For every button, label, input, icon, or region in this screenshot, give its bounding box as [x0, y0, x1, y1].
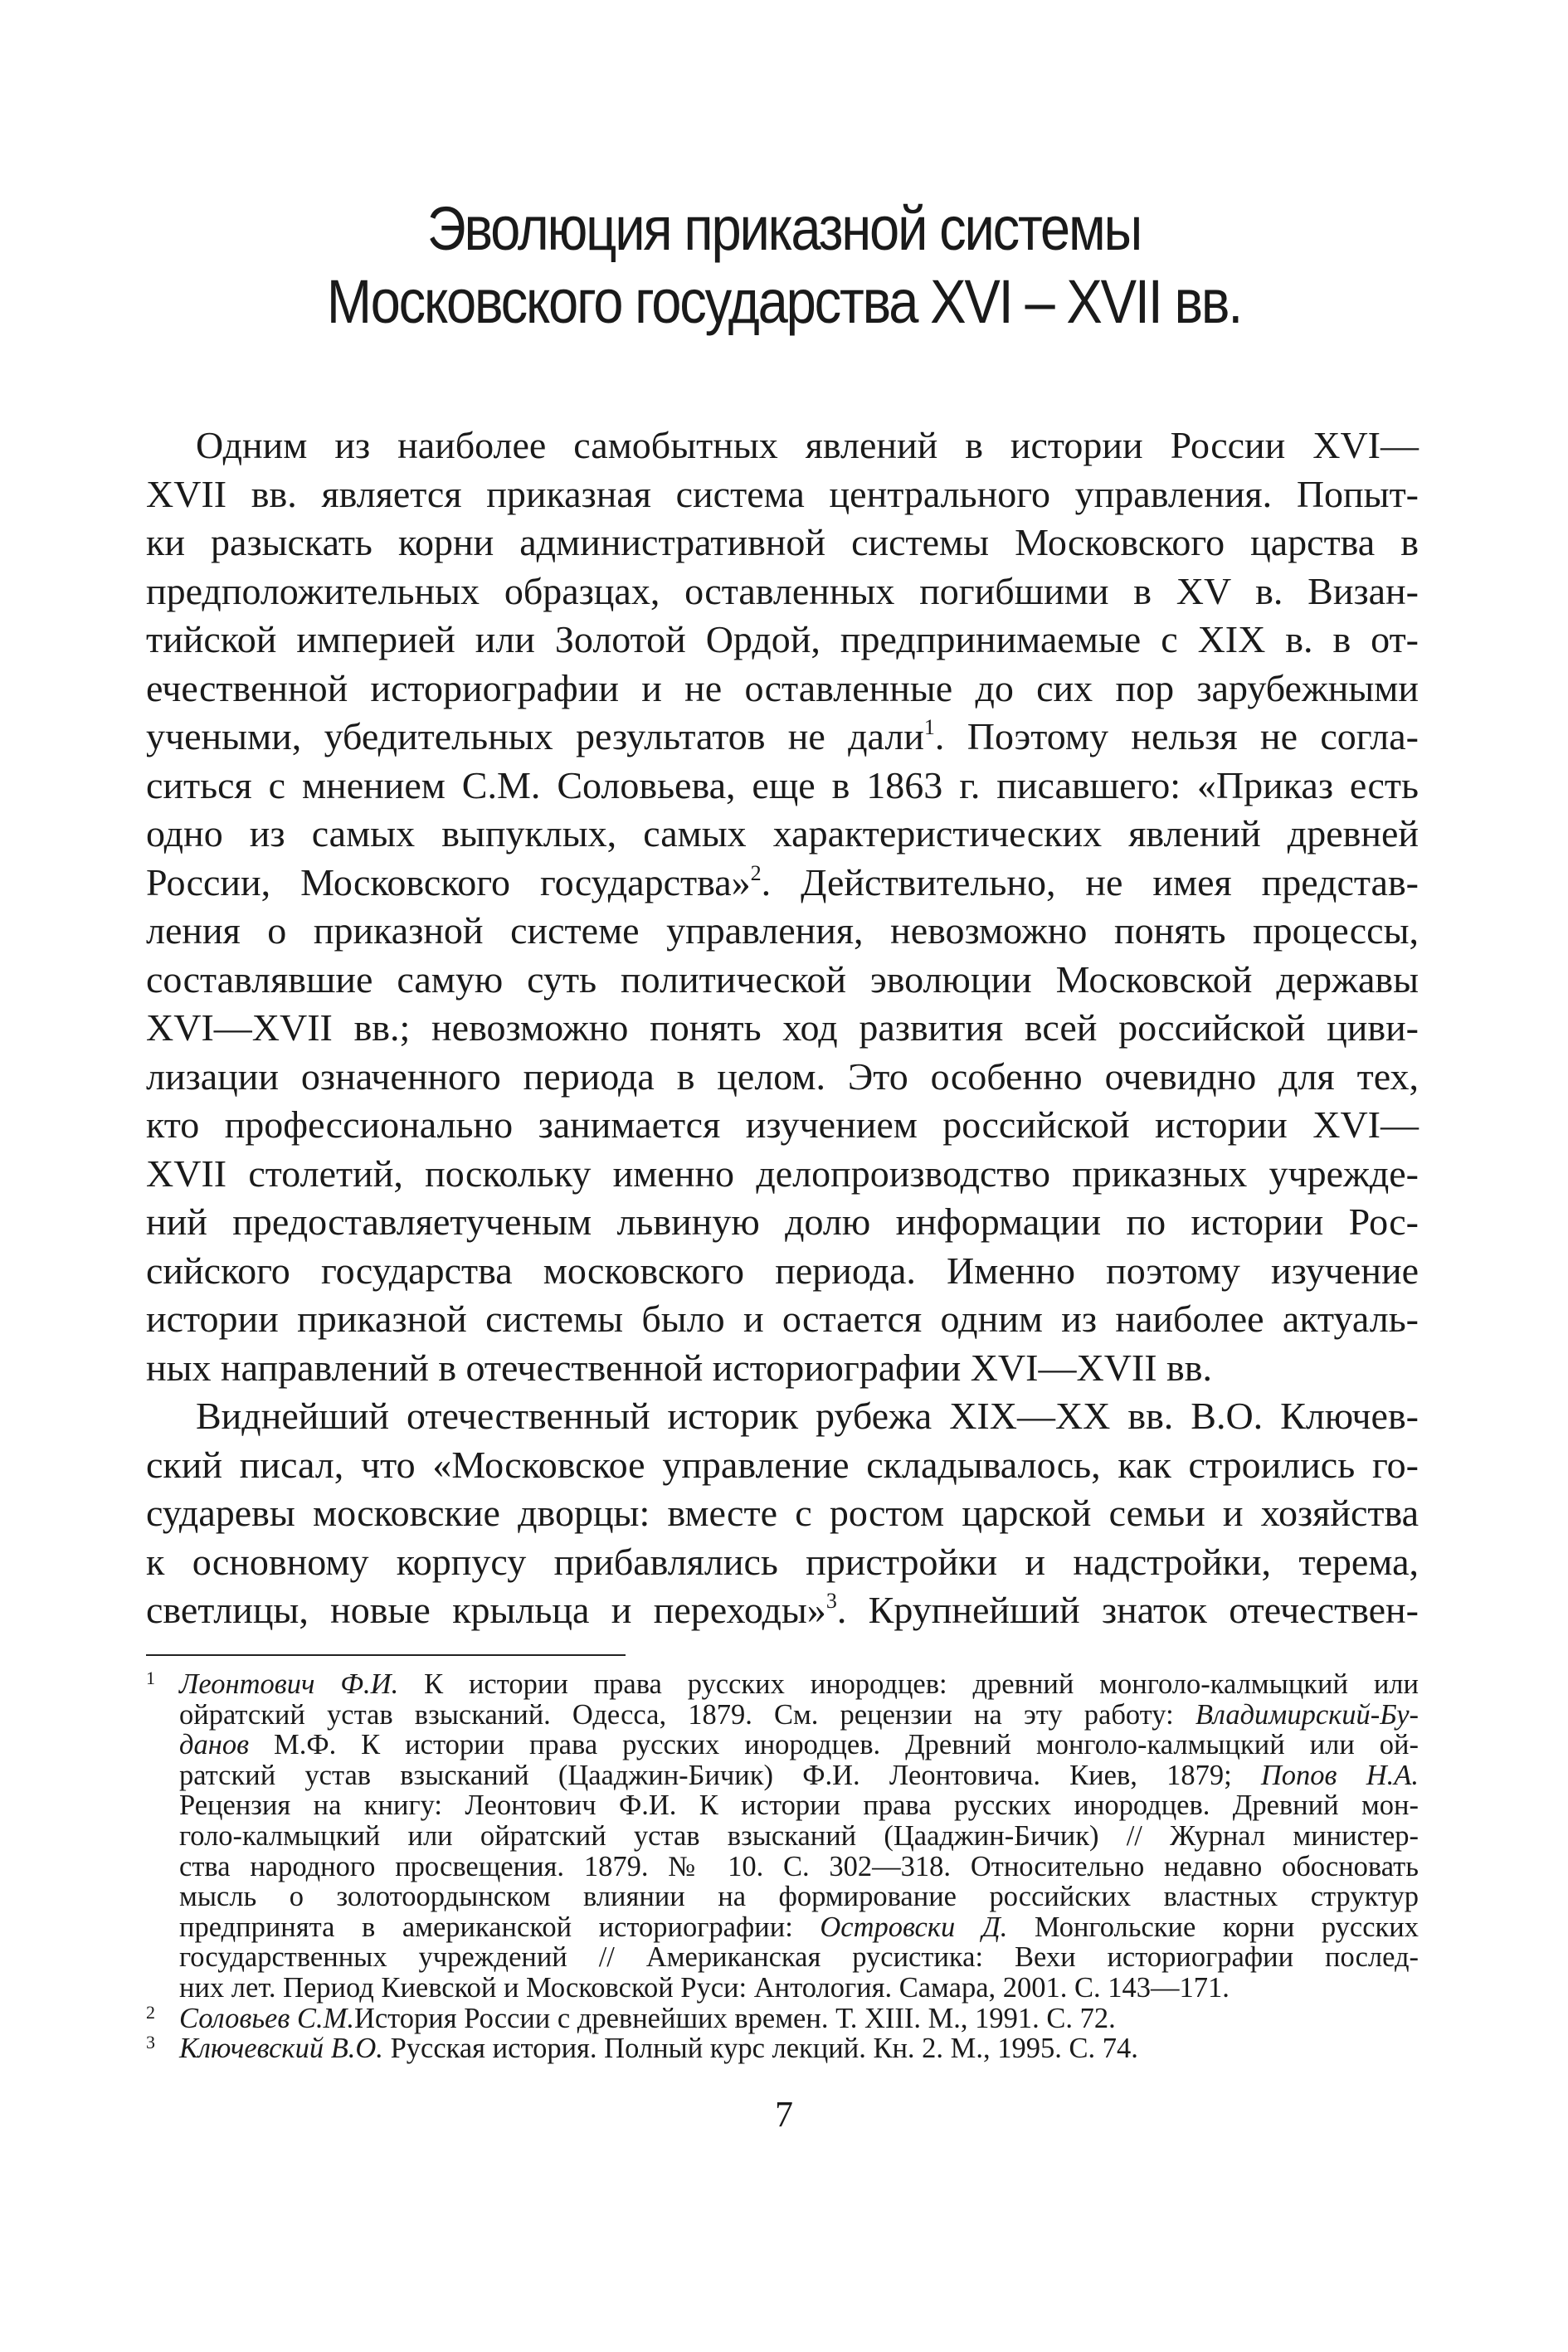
- footnote-1-line: [146, 1669, 1419, 1700]
- text-segment: . Действительно, не имея представ-: [761, 860, 1419, 903]
- footnote-3-line: [146, 2033, 1419, 2064]
- text-line: составлявшие самую суть политической эволюции Московской державы: [146, 957, 1419, 1001]
- footnote-ref-2: 2: [750, 860, 762, 885]
- text-line: истории приказной системы было и остается одним из наиболее актуаль-: [146, 1298, 1419, 1340]
- footnote-text: К истории права русских инородцев: древний монголо-калмыцкий или: [398, 1668, 1419, 1700]
- footnote-1-line: Рецензия на книгу: Леонтович Ф.И. К истории права русских инородцев. Древний мон-: [179, 1790, 1419, 1822]
- text-line: XVII вв. является приказная система центрального управления. Попыт-: [146, 472, 1419, 515]
- text-line: предположительных образцах, оставленных погибшими в XV в. Визан-: [146, 569, 1419, 612]
- chapter-title-line-1: Эволюция приказной системы: [426, 194, 1142, 263]
- footnote-text: ратский устав взысканий (Цааджин-Бичик) Ф.И. Леонтовича. Киев, 1879;: [179, 1759, 1261, 1791]
- footnote-number: 3: [146, 2032, 155, 2053]
- text-line: ситься с мнением С.М. Соловьева, еще в 1863 г. писавшего: «Приказ есть: [146, 763, 1419, 806]
- text-line: к основному корпусу прибавлялись пристройки и надстройки, терема,: [146, 1540, 1419, 1583]
- footnote-text: ойратский устав взысканий. Одесса, 1879. См. рецензии на эту работу:: [179, 1698, 1195, 1731]
- text-segment: . Поэтому нельзя не согла-: [934, 715, 1419, 757]
- footnote-1-line: голо-калмыцкий или ойратский устав взысканий (Цааджин-Бичик) // Журнал министер-: [179, 1819, 1419, 1852]
- text-line: ечественной историографии и не оставленные до сих пор зарубежными: [146, 666, 1419, 709]
- text-segment: светлицы, новые крыльца и переходы»: [146, 1589, 826, 1631]
- text-line: XVII столетий, поскольку именно делопроизводство приказных учрежде-: [146, 1152, 1419, 1195]
- footnote-1-line: ства народного просвещения. 1879. № 10. С. 302—318. Относительно недавно обосновать: [179, 1850, 1419, 1882]
- footnote-separator: [146, 1654, 626, 1656]
- footnote-text: Монгольские корни русских: [1007, 1911, 1419, 1943]
- text-segment: учеными, убедительных результатов не дали: [146, 715, 924, 757]
- text-line: [146, 713, 1419, 762]
- footnote-1-line: [146, 1760, 1419, 1791]
- text-line: тийской империей или Золотой Ордой, предпринимаемые с XIX в. в от-: [146, 618, 1419, 660]
- text-segment: . Крупнейший знаток отечествен-: [836, 1589, 1419, 1631]
- text-line: сийского государства московского периода. Именно поэтому изучение: [146, 1249, 1419, 1292]
- footnote-author: Соловьев С.М.: [179, 2002, 354, 2034]
- text-line: одно из самых выпуклых, самых характеристических явлений древней: [146, 812, 1419, 855]
- footnotes: [146, 1669, 1419, 2064]
- text-line: ки разыскать корни административной системы Московского царства в: [146, 521, 1419, 563]
- footnote-author: Леонтович Ф.И.: [179, 1668, 399, 1700]
- text-line: ных направлений в отечественной историографии XVI—XVII вв.: [146, 1346, 1212, 1389]
- text-line: ления о приказной системе управления, невозможно понять процессы,: [146, 909, 1419, 952]
- footnote-1-line: [146, 1730, 1419, 1760]
- footnote-2-line: [146, 2001, 1419, 2034]
- text-line: ний предоставляетученым львиную долю информации по истории Рос-: [146, 1200, 1419, 1243]
- page-number: 7: [775, 2094, 793, 2135]
- footnote-number: 2: [146, 2001, 155, 2023]
- footnote-text: предпринята в американской историографии:: [179, 1911, 821, 1943]
- text-segment: России, Московского государства»: [146, 860, 751, 903]
- footnote-author: Островски Д.: [820, 1911, 1008, 1943]
- text-line: Виднейший отечественный историк рубежа XIX—XX вв. В.О. Ключев-: [196, 1395, 1419, 1437]
- text-line: лизации означенного периода в целом. Это особенно очевидно для тех,: [146, 1054, 1419, 1098]
- footnote-1-line: [146, 1912, 1419, 1943]
- footnote-author: Владимирский-Бу-: [1195, 1698, 1419, 1731]
- footnote-1-line: государственных учреждений // Американская русистика: Вехи историографии послед-: [179, 1941, 1419, 1974]
- text-line: [146, 1586, 1419, 1635]
- text-line: кто профессионально занимается изучением российской истории XVI—: [146, 1103, 1419, 1146]
- main-text: [146, 421, 1419, 1635]
- footnote-text: История России с древнейших времен. Т. XIII. М., 1991. С. 72.: [353, 2002, 1116, 2034]
- footnote-text: Русская история. Полный курс лекций. Кн. 2. М., 1995. С. 74.: [382, 2033, 1138, 2065]
- chapter-title: [94, 192, 1473, 338]
- text-line: сударевы московские дворцы: вместе с ростом царской семьи и хозяйства: [146, 1492, 1419, 1534]
- footnote-author: Ключевский В.О.: [179, 2033, 383, 2065]
- text-line: [146, 859, 1419, 908]
- footnote-author: Попов Н.А.: [1260, 1759, 1419, 1791]
- footnote-author: данов: [179, 1729, 250, 1761]
- footnote-ref-3: 3: [825, 1589, 837, 1613]
- text-line: Одним из наиболее самобытных явлений в истории России XVI—: [196, 424, 1419, 466]
- footnote-1-line: [146, 1700, 1419, 1731]
- text-line: XVI—XVII вв.; невозможно понять ход развития всей российской циви-: [146, 1006, 1419, 1049]
- chapter-title-line-2: Московского государства XVI – XVII вв.: [326, 267, 1242, 336]
- footnote-ref-1: 1: [923, 715, 935, 739]
- footnote-1-line: них лет. Период Киевской и Московской Руси: Антология. Самара, 2001. С. 143—171.: [179, 1971, 1230, 2004]
- footnote-number: 1: [146, 1668, 155, 1688]
- footnote-1-line: мысль о золотоордынском влиянии на формирование российских властных структур: [179, 1881, 1419, 1913]
- footnote-text: М.Ф. К истории права русских инородцев. Древний монголо-калмыцкий или ой-: [249, 1729, 1419, 1761]
- text-line: ский писал, что «Московское управление складывалось, как строились го-: [146, 1443, 1419, 1486]
